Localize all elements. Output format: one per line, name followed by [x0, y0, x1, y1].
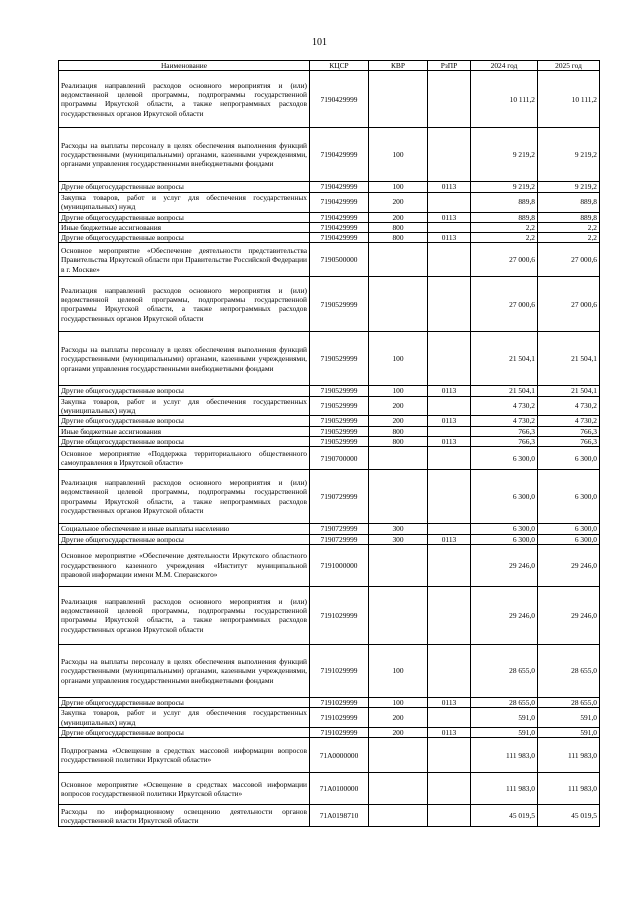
- row-amount-2024: 28 655,0: [471, 697, 538, 707]
- row-name: Расходы на выплаты персоналу в целях обеспечения выполнения функций государственными (муниципальными) органами, казенными учреждениями, органами управления государственными внебюджетными фондами: [59, 644, 310, 697]
- row-rzpr: [428, 738, 471, 773]
- row-amount-2024: 10 111,2: [471, 71, 538, 128]
- row-name: Закупка товаров, работ и услуг для обеспечения государственных (муниципальных) нужд: [59, 396, 310, 416]
- table-row: [59, 697, 600, 707]
- table-row: [59, 386, 600, 396]
- row-rzpr: [428, 773, 471, 805]
- row-kvr: 800: [369, 222, 428, 232]
- row-amount-2025: 4 730,2: [538, 416, 600, 426]
- row-name: Реализация направлений расходов основного мероприятия и (или) ведомственной целевой программы, подпрограммы государственной программы Иркутской области, а также непрограммных расходов государственных органов Иркутской области: [59, 586, 310, 644]
- row-kcsr: 7190529999: [310, 386, 369, 396]
- table-row: [59, 222, 600, 232]
- table-row: [59, 708, 600, 728]
- table-row: [59, 436, 600, 446]
- row-amount-2025: 591,0: [538, 728, 600, 738]
- row-kvr: [369, 586, 428, 644]
- row-amount-2024: 2,2: [471, 233, 538, 243]
- header-kcsr: КЦСР: [310, 61, 369, 71]
- table-row: [59, 192, 600, 212]
- row-amount-2025: 766,3: [538, 426, 600, 436]
- row-amount-2025: 9 219,2: [538, 182, 600, 192]
- table-row: [59, 644, 600, 697]
- row-kcsr: 7190500000: [310, 243, 369, 277]
- row-kvr: 200: [369, 416, 428, 426]
- row-rzpr: [428, 277, 471, 332]
- row-amount-2024: 889,8: [471, 212, 538, 222]
- row-amount-2025: 29 246,0: [538, 544, 600, 586]
- row-amount-2025: 889,8: [538, 212, 600, 222]
- header-2025: 2025 год: [538, 61, 600, 71]
- row-kcsr: 7190729999: [310, 470, 369, 524]
- row-name: Закупка товаров, работ и услуг для обеспечения государственных (муниципальных) нужд: [59, 708, 310, 728]
- row-kcsr: 7191029999: [310, 728, 369, 738]
- table-row: [59, 182, 600, 192]
- row-kvr: 100: [369, 332, 428, 386]
- row-amount-2024: 591,0: [471, 708, 538, 728]
- row-kvr: 200: [369, 396, 428, 416]
- row-rzpr: 0113: [428, 182, 471, 192]
- row-amount-2025: 2,2: [538, 233, 600, 243]
- table-row: [59, 71, 600, 128]
- table-row: [59, 470, 600, 524]
- table-row: [59, 426, 600, 436]
- row-kvr: 100: [369, 128, 428, 182]
- row-rzpr: 0113: [428, 233, 471, 243]
- row-kcsr: 71А0100000: [310, 773, 369, 805]
- row-name: Социальное обеспечение и иные выплаты населению: [59, 524, 310, 534]
- row-amount-2024: 6 300,0: [471, 447, 538, 470]
- row-kcsr: 7190700000: [310, 447, 369, 470]
- row-kcsr: 71А0000000: [310, 738, 369, 773]
- row-rzpr: 0113: [428, 697, 471, 707]
- row-rzpr: [428, 524, 471, 534]
- row-kvr: [369, 773, 428, 805]
- row-amount-2024: 4 730,2: [471, 396, 538, 416]
- row-name: Расходы по информационному освещению деятельности органов государственной власти Иркутской области: [59, 805, 310, 827]
- table-row: [59, 396, 600, 416]
- row-amount-2025: 591,0: [538, 708, 600, 728]
- row-amount-2025: 29 246,0: [538, 586, 600, 644]
- row-amount-2025: 6 300,0: [538, 524, 600, 534]
- row-rzpr: [428, 708, 471, 728]
- row-name: Другие общегосударственные вопросы: [59, 416, 310, 426]
- header-rzpr: РзПР: [428, 61, 471, 71]
- row-name: Другие общегосударственные вопросы: [59, 212, 310, 222]
- row-amount-2025: 766,3: [538, 436, 600, 446]
- row-kvr: 100: [369, 182, 428, 192]
- row-name: Другие общегосударственные вопросы: [59, 728, 310, 738]
- row-kcsr: 7190529999: [310, 332, 369, 386]
- table-row: [59, 212, 600, 222]
- row-rzpr: 0113: [428, 534, 471, 544]
- row-kvr: [369, 277, 428, 332]
- table-row: [59, 128, 600, 182]
- row-amount-2024: 9 219,2: [471, 182, 538, 192]
- row-name: Другие общегосударственные вопросы: [59, 182, 310, 192]
- row-amount-2024: 6 300,0: [471, 470, 538, 524]
- row-amount-2024: 2,2: [471, 222, 538, 232]
- row-kcsr: 7190529999: [310, 396, 369, 416]
- row-amount-2025: 10 111,2: [538, 71, 600, 128]
- row-amount-2024: 111 983,0: [471, 773, 538, 805]
- table-row: [59, 586, 600, 644]
- row-kcsr: 71А0198710: [310, 805, 369, 827]
- row-rzpr: [428, 332, 471, 386]
- row-kvr: 200: [369, 708, 428, 728]
- row-amount-2024: 591,0: [471, 728, 538, 738]
- row-rzpr: [428, 71, 471, 128]
- row-name: Закупка товаров, работ и услуг для обеспечения государственных (муниципальных) нужд: [59, 192, 310, 212]
- row-kcsr: 7190429999: [310, 212, 369, 222]
- row-rzpr: [428, 586, 471, 644]
- row-rzpr: [428, 128, 471, 182]
- row-kvr: [369, 71, 428, 128]
- header-2024: 2024 год: [471, 61, 538, 71]
- row-name: Другие общегосударственные вопросы: [59, 233, 310, 243]
- row-kcsr: 7191029999: [310, 644, 369, 697]
- table-row: [59, 738, 600, 773]
- row-kcsr: 7191029999: [310, 708, 369, 728]
- table-row: [59, 447, 600, 470]
- table-row: [59, 416, 600, 426]
- table-header-row: [59, 61, 600, 71]
- row-amount-2025: 111 983,0: [538, 773, 600, 805]
- row-amount-2025: 21 504,1: [538, 386, 600, 396]
- row-kvr: 800: [369, 233, 428, 243]
- row-kvr: [369, 738, 428, 773]
- row-amount-2024: 29 246,0: [471, 586, 538, 644]
- row-name: Подпрограмма «Освещение в средствах массовой информации вопросов государственной политики Иркутской области»: [59, 738, 310, 773]
- row-amount-2025: 28 655,0: [538, 697, 600, 707]
- row-kcsr: 7190429999: [310, 233, 369, 243]
- row-name: Другие общегосударственные вопросы: [59, 436, 310, 446]
- table-row: [59, 332, 600, 386]
- row-amount-2024: 27 000,6: [471, 277, 538, 332]
- budget-table: [58, 60, 600, 827]
- row-amount-2025: 28 655,0: [538, 644, 600, 697]
- row-amount-2024: 766,3: [471, 426, 538, 436]
- row-kvr: 100: [369, 644, 428, 697]
- row-kvr: [369, 544, 428, 586]
- row-kvr: [369, 470, 428, 524]
- row-amount-2025: 4 730,2: [538, 396, 600, 416]
- row-kcsr: 7190729999: [310, 534, 369, 544]
- row-kcsr: 7191000000: [310, 544, 369, 586]
- row-name: Реализация направлений расходов основного мероприятия и (или) ведомственной целевой программы, подпрограммы государственной программы Иркутской области, а также непрограммных расходов государственных органов Иркутской области: [59, 470, 310, 524]
- row-amount-2024: 889,8: [471, 192, 538, 212]
- table-row: [59, 534, 600, 544]
- row-kvr: 200: [369, 192, 428, 212]
- row-rzpr: [428, 192, 471, 212]
- row-amount-2024: 111 983,0: [471, 738, 538, 773]
- table-body: [59, 71, 600, 827]
- row-rzpr: [428, 426, 471, 436]
- row-amount-2024: 6 300,0: [471, 524, 538, 534]
- table-row: [59, 728, 600, 738]
- row-amount-2025: 111 983,0: [538, 738, 600, 773]
- row-name: Основное мероприятие «Обеспечение деятельности представительства Правительства Иркутской области при Правительстве Российской Федерации в г. Москве»: [59, 243, 310, 277]
- header-name: Наименование: [59, 61, 310, 71]
- row-amount-2024: 6 300,0: [471, 534, 538, 544]
- row-rzpr: 0113: [428, 416, 471, 426]
- row-kcsr: 7190429999: [310, 192, 369, 212]
- row-amount-2025: 6 300,0: [538, 447, 600, 470]
- table-row: [59, 544, 600, 586]
- row-name: Основное мероприятие «Поддержка территориального общественного самоуправления в Иркутской области»: [59, 447, 310, 470]
- row-kcsr: 7190429999: [310, 71, 369, 128]
- row-amount-2024: 45 019,5: [471, 805, 538, 827]
- row-amount-2024: 21 504,1: [471, 386, 538, 396]
- row-amount-2024: 28 655,0: [471, 644, 538, 697]
- row-rzpr: [428, 544, 471, 586]
- row-rzpr: 0113: [428, 728, 471, 738]
- row-kvr: 300: [369, 534, 428, 544]
- row-name: Основное мероприятие «Освещение в средствах массовой информации вопросов государственной политики Иркутской области»: [59, 773, 310, 805]
- row-kvr: 800: [369, 436, 428, 446]
- row-amount-2024: 9 219,2: [471, 128, 538, 182]
- row-kvr: 300: [369, 524, 428, 534]
- row-rzpr: [428, 644, 471, 697]
- row-kcsr: 7190529999: [310, 436, 369, 446]
- row-rzpr: [428, 396, 471, 416]
- row-rzpr: 0113: [428, 212, 471, 222]
- page-number: 101: [312, 37, 327, 48]
- table-row: [59, 277, 600, 332]
- row-kcsr: 7191029999: [310, 586, 369, 644]
- row-name: Другие общегосударственные вопросы: [59, 386, 310, 396]
- row-kvr: 200: [369, 728, 428, 738]
- row-kvr: 100: [369, 697, 428, 707]
- row-name: Иные бюджетные ассигнования: [59, 426, 310, 436]
- row-kcsr: 7190729999: [310, 524, 369, 534]
- row-rzpr: [428, 470, 471, 524]
- row-amount-2025: 2,2: [538, 222, 600, 232]
- row-amount-2024: 21 504,1: [471, 332, 538, 386]
- row-kvr: 200: [369, 212, 428, 222]
- row-amount-2024: 766,3: [471, 436, 538, 446]
- row-rzpr: [428, 805, 471, 827]
- row-rzpr: [428, 447, 471, 470]
- table-row: [59, 233, 600, 243]
- row-kvr: [369, 805, 428, 827]
- row-kcsr: 7190429999: [310, 128, 369, 182]
- row-name: Реализация направлений расходов основного мероприятия и (или) ведомственной целевой программы, подпрограммы государственной программы Иркутской области, а также непрограммных расходов государственных органов Иркутской области: [59, 277, 310, 332]
- row-name: Реализация направлений расходов основного мероприятия и (или) ведомственной целевой программы, подпрограммы государственной программы Иркутской области, а также непрограммных расходов государственных органов Иркутской области: [59, 71, 310, 128]
- table-row: [59, 524, 600, 534]
- row-amount-2024: 27 000,6: [471, 243, 538, 277]
- row-rzpr: 0113: [428, 436, 471, 446]
- header-kvr: КВР: [369, 61, 428, 71]
- row-rzpr: [428, 243, 471, 277]
- row-amount-2025: 6 300,0: [538, 470, 600, 524]
- row-name: Расходы на выплаты персоналу в целях обеспечения выполнения функций государственными (муниципальными) органами, казенными учреждениями, органами управления государственными внебюджетными фондами: [59, 332, 310, 386]
- row-kcsr: 7190529999: [310, 277, 369, 332]
- row-amount-2025: 27 000,6: [538, 277, 600, 332]
- row-kcsr: 7190429999: [310, 182, 369, 192]
- row-rzpr: [428, 222, 471, 232]
- row-kvr: 800: [369, 426, 428, 436]
- row-name: Другие общегосударственные вопросы: [59, 534, 310, 544]
- row-name: Расходы на выплаты персоналу в целях обеспечения выполнения функций государственными (муниципальными) органами, казенными учреждениями, органами управления государственными внебюджетными фондами: [59, 128, 310, 182]
- row-amount-2025: 21 504,1: [538, 332, 600, 386]
- row-kvr: 100: [369, 386, 428, 396]
- row-amount-2024: 4 730,2: [471, 416, 538, 426]
- row-kcsr: 7190429999: [310, 222, 369, 232]
- row-amount-2025: 27 000,6: [538, 243, 600, 277]
- row-kvr: [369, 447, 428, 470]
- table-row: [59, 805, 600, 827]
- row-kvr: [369, 243, 428, 277]
- row-kcsr: 7191029999: [310, 697, 369, 707]
- row-kcsr: 7190529999: [310, 416, 369, 426]
- row-amount-2025: 9 219,2: [538, 128, 600, 182]
- row-rzpr: 0113: [428, 386, 471, 396]
- row-name: Иные бюджетные ассигнования: [59, 222, 310, 232]
- row-name: Другие общегосударственные вопросы: [59, 697, 310, 707]
- table-row: [59, 773, 600, 805]
- row-amount-2025: 6 300,0: [538, 534, 600, 544]
- row-kcsr: 7190529999: [310, 426, 369, 436]
- row-amount-2025: 45 019,5: [538, 805, 600, 827]
- row-name: Основное мероприятие «Обеспечение деятельности Иркутского областного государственного казенного учреждения «Институт муниципальной правовой информации имени М.М. Сперанского»: [59, 544, 310, 586]
- table-row: [59, 243, 600, 277]
- row-amount-2025: 889,8: [538, 192, 600, 212]
- row-amount-2024: 29 246,0: [471, 544, 538, 586]
